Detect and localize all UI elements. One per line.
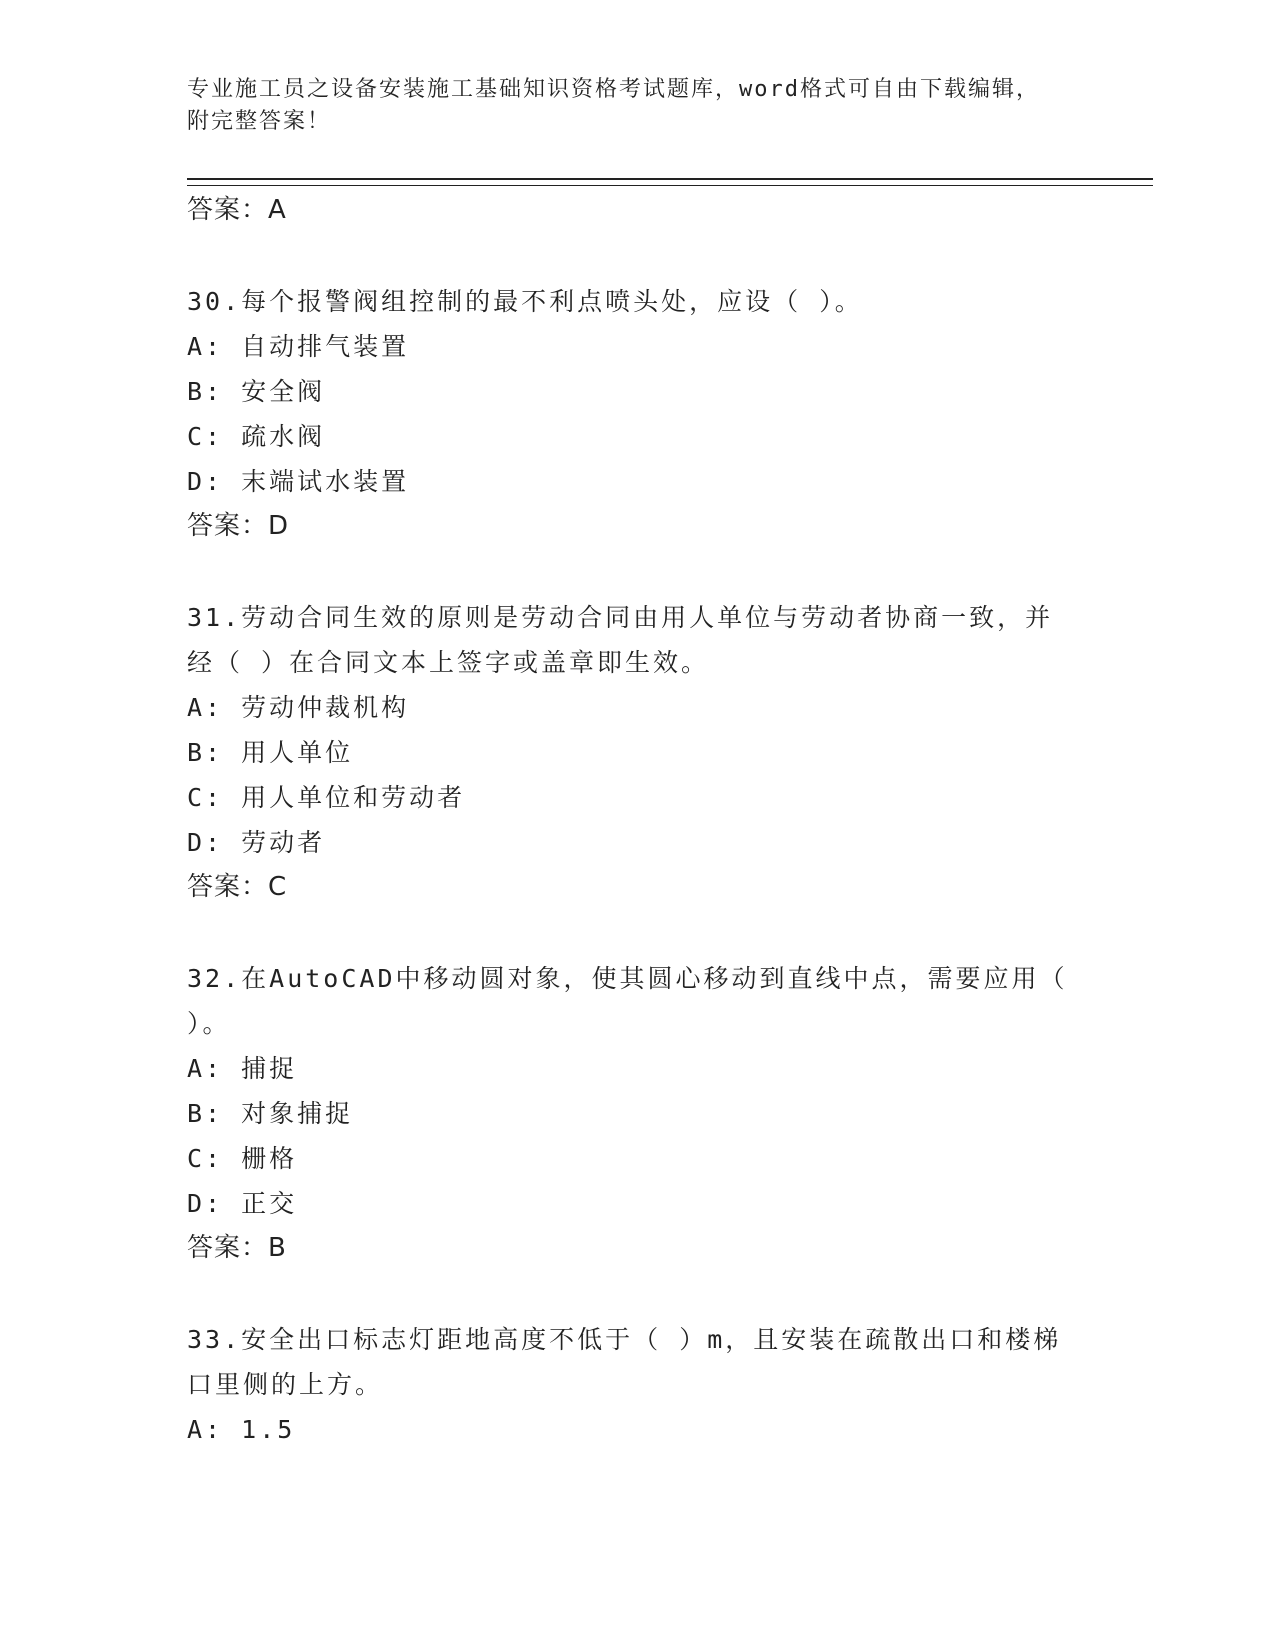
question-stem: 31.劳动合同生效的原则是劳动合同由用人单位与劳动者协商一致，并 [187, 603, 1054, 632]
spacer [187, 1271, 1087, 1317]
question-32 [187, 956, 1087, 1271]
header-line-1: 专业施工员之设备安装施工基础知识资格考试题库，word格式可自由下载编辑， [187, 77, 1040, 102]
question-stem-continued: 口里侧的上方。 [187, 1370, 384, 1399]
question-stem-continued: 经（ ）在合同文本上签字或盖章即生效。 [187, 648, 710, 677]
option-d: D: 劳动者 [187, 828, 326, 857]
question-stem: 33.安全出口标志灯距地高度不低于（ ）m，且安装在疏散出口和楼梯 [187, 1325, 1062, 1354]
question-list [187, 188, 1087, 1452]
document-header [187, 74, 1067, 138]
option-c: C: 用人单位和劳动者 [187, 783, 466, 812]
answer-line: 答案：A [187, 195, 287, 225]
option-d: D: 正交 [187, 1189, 298, 1218]
question-30 [187, 279, 1087, 549]
option-a: A: 捕捉 [187, 1054, 298, 1083]
spacer [187, 233, 1087, 279]
option-b: B: 对象捕捉 [187, 1099, 354, 1128]
option-a: A: 自动排气装置 [187, 332, 410, 361]
option-d: D: 末端试水装置 [187, 467, 410, 496]
option-c: C: 栅格 [187, 1144, 298, 1173]
question-stem: 32.在AutoCAD中移动圆对象，使其圆心移动到直线中点，需要应用（ [187, 964, 1068, 993]
question-31 [187, 595, 1087, 910]
question-stem: 30.每个报警阀组控制的最不利点喷头处，应设（ ）。 [187, 287, 863, 316]
answer-line: 答案：D [187, 511, 290, 541]
header-line-2: 附完整答案！ [187, 109, 332, 134]
question-stem-continued: ）。 [187, 1009, 231, 1038]
spacer [187, 910, 1087, 956]
option-c: C: 疏水阀 [187, 422, 326, 451]
option-b: B: 用人单位 [187, 738, 354, 767]
answer-line: 答案：C [187, 872, 288, 902]
question-33 [187, 1317, 1087, 1452]
header-divider [187, 178, 1153, 186]
option-b: B: 安全阀 [187, 377, 326, 406]
option-a: A: 1.5 [187, 1415, 296, 1444]
option-a: A: 劳动仲裁机构 [187, 693, 410, 722]
answer-line: 答案：B [187, 1233, 287, 1263]
spacer [187, 549, 1087, 595]
